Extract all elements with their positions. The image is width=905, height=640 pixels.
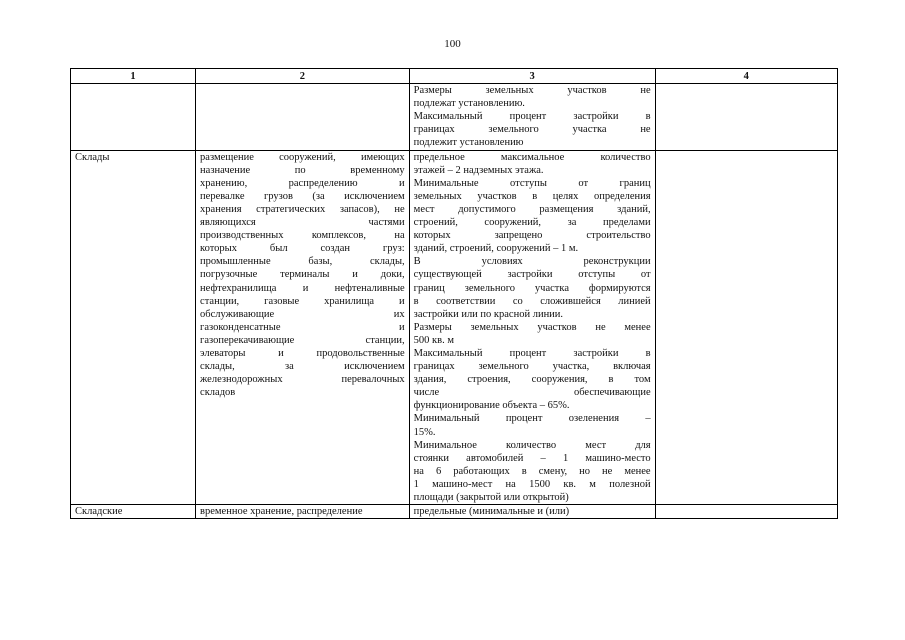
table-row bbox=[71, 84, 838, 150]
text-line: предельные (минимальные и (или) bbox=[413, 506, 570, 518]
parameters-paragraph bbox=[414, 177, 651, 256]
text-line: строений, сооружений, за пределами bbox=[413, 217, 651, 229]
text-line: подлежит установлению bbox=[413, 137, 524, 149]
text-line: 15%. bbox=[413, 426, 436, 438]
text-line: нефтехранилища и нефтеналивные bbox=[200, 282, 405, 294]
text-line: назначение по временному bbox=[200, 164, 405, 176]
text-line: предельное максимальное количество bbox=[413, 151, 651, 163]
table-body bbox=[71, 84, 838, 519]
text-line: площади (закрытой или открытой) bbox=[413, 492, 569, 503]
parameters-paragraph bbox=[414, 505, 651, 518]
text-line: газоперекачивающие станции, bbox=[200, 334, 405, 346]
text-line: хранению, распределению и bbox=[200, 177, 405, 189]
text-line: являющихся частями bbox=[200, 217, 405, 229]
land-use-description-cell bbox=[196, 150, 410, 505]
parameters-paragraph bbox=[414, 439, 651, 504]
land-use-description-cell bbox=[196, 84, 410, 150]
text-line: станции, газовые хранилища и bbox=[200, 295, 405, 307]
column-header-1: 1 bbox=[71, 69, 196, 84]
text-line: Размеры земельных участков не bbox=[413, 85, 651, 97]
land-use-name-cell: Складские bbox=[71, 505, 196, 519]
text-line: в соответствии со сложившейся линией bbox=[413, 295, 651, 307]
text-line: этажей – 2 надземных этажа. bbox=[413, 164, 544, 176]
description-paragraph bbox=[200, 151, 405, 400]
text-line: Максимальный процент застройки в bbox=[413, 111, 651, 123]
parameters-paragraph bbox=[414, 255, 651, 320]
parameters-paragraph bbox=[414, 347, 651, 412]
text-line: земельных участков в целях определения bbox=[413, 190, 651, 202]
text-line: 500 кв. м bbox=[413, 334, 455, 346]
text-line: функционирование объекта – 65%. bbox=[413, 400, 570, 412]
parameters-cell bbox=[409, 84, 655, 150]
text-line: границ земельного участка формируются bbox=[413, 282, 651, 294]
land-use-name-cell: Склады bbox=[71, 150, 196, 505]
text-line: элеваторы и продовольственные bbox=[200, 347, 405, 359]
parameters-paragraph bbox=[414, 412, 651, 438]
text-line: размещение сооружений, имеющих bbox=[200, 151, 405, 163]
text-line: временное хранение, распределение bbox=[200, 506, 363, 518]
text-line: В условиях реконструкции bbox=[413, 256, 651, 268]
text-line: застройки или по красной линии. bbox=[413, 308, 564, 320]
text-line: обслуживающие их bbox=[200, 308, 405, 320]
text-line: Максимальный процент застройки в bbox=[413, 347, 651, 359]
description-paragraph bbox=[200, 505, 405, 518]
text-line: здания, строения, сооружения, в том bbox=[413, 374, 651, 386]
parameters-cell bbox=[409, 505, 655, 519]
text-line: на 6 работающих в смену, но не менее bbox=[413, 465, 651, 477]
text-line: Минимальные отступы от границ bbox=[413, 177, 651, 189]
text-line: подлежат установлению. bbox=[413, 98, 525, 110]
parameters-paragraph bbox=[414, 321, 651, 347]
column-header-3: 3 bbox=[409, 69, 655, 84]
notes-cell bbox=[655, 84, 837, 150]
land-use-name-cell bbox=[71, 84, 196, 150]
text-line: газоконденсатные и bbox=[200, 321, 405, 333]
text-line: 1 машино-мест на 1500 кв. м полезной bbox=[413, 478, 651, 490]
text-line: мест допустимого размещения зданий, bbox=[413, 203, 651, 215]
text-line: погрузочные терминалы и доки, bbox=[200, 269, 405, 281]
land-use-description-cell bbox=[196, 505, 410, 519]
parameters-paragraph bbox=[414, 84, 651, 110]
notes-cell bbox=[655, 150, 837, 505]
table-row bbox=[71, 505, 838, 519]
text-line: Минимальный процент озеленения – bbox=[413, 413, 651, 425]
column-header-4: 4 bbox=[655, 69, 837, 84]
text-line: Размеры земельных участков не менее bbox=[413, 321, 651, 333]
column-header-2: 2 bbox=[196, 69, 410, 84]
text-line: границах земельного участка не bbox=[413, 124, 651, 136]
text-line: перевалке грузов (за исключением bbox=[200, 190, 405, 202]
text-line: зданий, строений, сооружений – 1 м. bbox=[413, 243, 579, 255]
text-line: границах земельного участка, включая bbox=[413, 361, 651, 373]
text-line: складов bbox=[200, 387, 236, 399]
notes-cell bbox=[655, 505, 837, 519]
parameters-paragraph bbox=[414, 110, 651, 149]
text-line: стоянки автомобилей – 1 машино-место bbox=[413, 452, 651, 464]
text-line: существующей застройки отступы от bbox=[413, 269, 651, 281]
text-line: Минимальное количество мест для bbox=[413, 439, 651, 451]
table-row bbox=[71, 150, 838, 505]
text-line: производственных комплексов, на bbox=[200, 230, 405, 242]
text-line: которых был создан груз: bbox=[200, 243, 405, 255]
text-line: которых запрещено строительство bbox=[413, 230, 651, 242]
text-line: числе обеспечивающие bbox=[413, 387, 651, 399]
text-line: хранения стратегических запасов), не bbox=[200, 203, 405, 215]
parameters-cell bbox=[409, 150, 655, 505]
text-line: промышленные базы, склады, bbox=[200, 256, 405, 268]
parameters-paragraph bbox=[414, 151, 651, 177]
text-line: железнодорожных перевалочных bbox=[200, 374, 405, 386]
page-number: 100 bbox=[444, 38, 461, 50]
text-line: склады, за исключением bbox=[200, 361, 405, 373]
table-header-row bbox=[71, 69, 838, 84]
zoning-table bbox=[70, 68, 838, 519]
